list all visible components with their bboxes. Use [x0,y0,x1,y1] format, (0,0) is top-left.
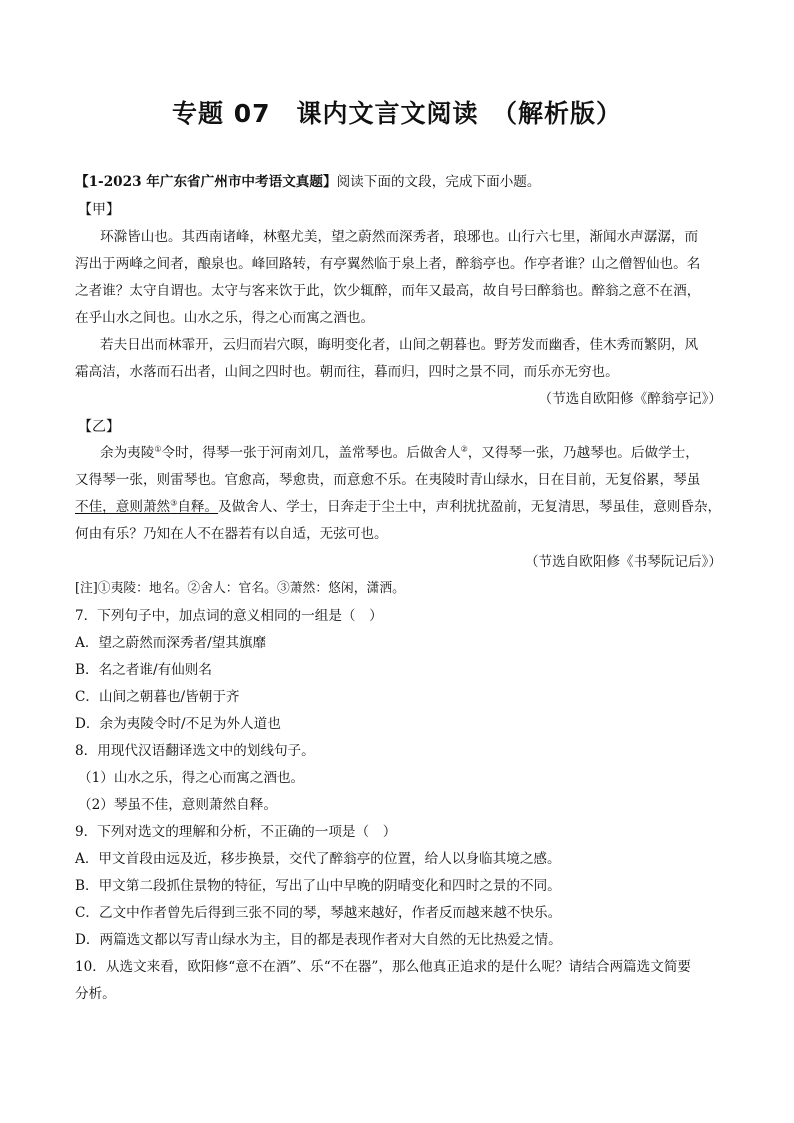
text-span: 余为夷陵 [100,445,155,461]
passage-yi-line [100,444,699,461]
passage-jia-line: 环滁皆山也。其西南诸峰，林壑尤美，望之蔚然而深秀者，琅琊也。山行六七里，渐闻水声潺潺，而 [100,229,699,245]
text-span: 及做舍人、学士，日奔走于尘土中，声利扰扰盈前，无复清思，琴虽佳，意则昏杂， [218,499,722,515]
text-span: 自释。 [177,499,219,515]
question-9-option: D．两篇选文都以写青山绿水为主，目的都是表现作者对大自然的无比热爱之情。 [75,932,562,948]
question-source-line [75,176,540,190]
question-8-item: （2）琴虽不佳，意则萧然自释。 [78,797,277,813]
instruction-text: 阅读下面的文段，完成下面小题。 [336,174,541,190]
passage-yi-line [75,498,722,515]
passage-jia-line: 若夫日出而林霏开，云归而岩穴暝，晦明变化者，山间之朝暮也。野芳发而幽香，佳木秀而繁阴，风 [100,337,699,353]
annotation-note: [注]①夷陵：地名。②舍人：官名。③萧然：悠闲，潇洒。 [75,581,405,596]
page-title: 专题 07 课内文言文阅读 （解析版） [172,99,622,128]
question-8-stem: 8．用现代汉语翻译选文中的划线句子。 [75,743,315,759]
passage-jia-line: 在乎山水之间也。山水之乐，得之心而寓之酒也。 [75,310,375,326]
passage-jia-line: 泻出于两峰之间者，酿泉也。峰回路转，有亭翼然临于泉上者，醉翁亭也。作亭者谁？山之僧智仙也。名 [75,256,701,272]
question-9-option: C．乙文中作者曾先后得到三张不同的琴，琴越来越好，作者反而越来越不快乐。 [75,905,562,921]
question-7-option: C．山间之朝暮也/皆朝于齐 [75,689,240,705]
question-9-option: B．甲文第二段抓住景物的特征，写出了山中早晚的阴晴变化和四时之景的不同。 [75,878,561,894]
question-9-stem: 9．下列对选文的理解和分析，不正确的一项是（ ） [75,824,397,840]
footnote-marker: ① [154,444,162,454]
text-span: 令时，得琴一张于河南刘几，盖常琴也。后做舍人 [161,445,461,461]
exam-source: 【1-2023 年广东省广州市中考语文真题】 [75,174,337,190]
passage-yi-source: （节选自欧阳修《书琴阮记后》） [524,554,722,570]
text-span: 不佳，意则萧然 [75,499,171,515]
question-7-option: A．望之蔚然而深秀者/望其旗靡 [75,635,267,651]
question-10-line: 10．从选文来看，欧阳修“意不在酒”、乐“不在器”，那么他真正追求的是什么呢？请结合两篇选文简要 [75,959,692,975]
passage-jia-line: 之者谁？太守自谓也。太守与客来饮于此，饮少辄醉，而年又最高，故自号曰醉翁也。醉翁之意不在酒， [75,283,701,299]
footnote-marker: ③ [170,498,178,508]
passage-yi-line: 何由有乐？乃知在人不在器若有以自适，无弦可也。 [75,526,388,542]
question-7-option: B．名之者谁/有仙则名 [75,662,212,678]
question-7-option: D．余为夷陵令时/不足为外人道也 [75,716,281,732]
passage-yi-line: 又得琴一张，则雷琴也。官愈高，琴愈贵，而意愈不乐。在夷陵时青山绿水，日在目前，无复俗累，琴虽 [75,472,701,488]
question-10-line: 分析。 [75,986,116,1002]
question-9-option: A．甲文首段由远及近，移步换景，交代了醉翁亭的位置，给人以身临其境之感。 [75,851,561,867]
footnote-marker: ② [460,444,468,454]
passage-jia-line: 霜高洁，水落而石出者，山间之四时也。朝而往，暮而归，四时之景不同，而乐亦无穷也。 [75,364,619,380]
passage-yi-heading: 【乙】 [78,419,120,435]
question-8-item: （1）山水之乐，得之心而寓之酒也。 [78,770,305,786]
underlined-sentence [75,499,218,515]
passage-jia-heading: 【甲】 [78,202,120,218]
passage-jia-source: （节选自欧阳修《醉翁亭记》） [538,391,722,407]
question-7-stem: 7．下列句子中，加点词的意义相同的一组是（ ） [75,608,383,624]
text-span: ，又得琴一张，乃越琴也。后做学士， [467,445,699,461]
